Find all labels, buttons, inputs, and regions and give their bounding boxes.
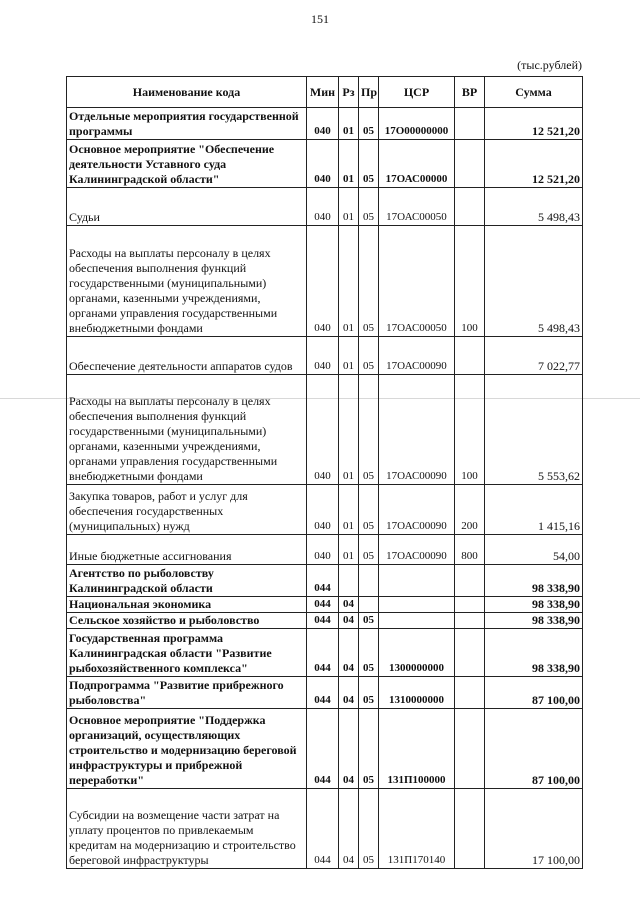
table-row <box>67 375 583 485</box>
cell-rz: 04 <box>339 677 359 709</box>
cell-name: Подпрограмма "Развитие прибрежного рыболовства" <box>67 677 307 709</box>
cell-pr: 05 <box>359 789 379 869</box>
cell-rz: 01 <box>339 226 359 337</box>
table-row <box>67 337 583 375</box>
cell-sum: 5 498,43 <box>485 188 583 226</box>
cell-rz: 01 <box>339 337 359 375</box>
header-vr: ВР <box>455 77 485 108</box>
cell-rz: 01 <box>339 108 359 140</box>
cell-csr <box>379 565 455 597</box>
cell-vr <box>455 613 485 629</box>
header-name: Наименование кода <box>67 77 307 108</box>
cell-vr <box>455 677 485 709</box>
header-sum: Сумма <box>485 77 583 108</box>
cell-min: 044 <box>307 565 339 597</box>
cell-min: 044 <box>307 629 339 677</box>
cell-sum: 98 338,90 <box>485 629 583 677</box>
cell-sum: 12 521,20 <box>485 140 583 188</box>
table-row <box>67 535 583 565</box>
cell-min: 040 <box>307 535 339 565</box>
cell-rz: 04 <box>339 613 359 629</box>
table-row <box>67 565 583 597</box>
cell-sum: 7 022,77 <box>485 337 583 375</box>
cell-csr <box>379 613 455 629</box>
table-row <box>67 789 583 869</box>
cell-vr <box>455 108 485 140</box>
cell-min: 044 <box>307 677 339 709</box>
cell-vr <box>455 629 485 677</box>
table-body <box>67 108 583 869</box>
units-label: (тыс.рублей) <box>517 58 582 72</box>
cell-rz: 01 <box>339 188 359 226</box>
table-row <box>67 108 583 140</box>
cell-csr: 17ОАС00090 <box>379 337 455 375</box>
cell-rz <box>339 565 359 597</box>
cell-sum: 1 415,16 <box>485 485 583 535</box>
cell-vr: 100 <box>455 375 485 485</box>
cell-vr <box>455 709 485 789</box>
cell-min: 040 <box>307 226 339 337</box>
cell-pr <box>359 565 379 597</box>
cell-vr <box>455 789 485 869</box>
page-number: 151 <box>311 12 329 26</box>
cell-name: Закупка товаров, работ и услуг для обеспечения государственных (муниципальных) нужд <box>67 485 307 535</box>
cell-csr: 131П170140 <box>379 789 455 869</box>
cell-min: 040 <box>307 485 339 535</box>
cell-vr <box>455 337 485 375</box>
cell-pr: 05 <box>359 677 379 709</box>
cell-min: 040 <box>307 337 339 375</box>
cell-vr: 800 <box>455 535 485 565</box>
cell-pr: 05 <box>359 375 379 485</box>
cell-min: 044 <box>307 709 339 789</box>
cell-name: Судьи <box>67 188 307 226</box>
cell-sum: 87 100,00 <box>485 709 583 789</box>
cell-name: Агентство по рыболовству Калининградской области <box>67 565 307 597</box>
cell-rz: 01 <box>339 485 359 535</box>
cell-pr: 05 <box>359 709 379 789</box>
cell-vr <box>455 140 485 188</box>
table-row <box>67 188 583 226</box>
header-csr: ЦСР <box>379 77 455 108</box>
cell-name: Сельское хозяйство и рыболовство <box>67 613 307 629</box>
cell-sum: 17 100,00 <box>485 789 583 869</box>
table-row <box>67 597 583 613</box>
cell-pr: 05 <box>359 535 379 565</box>
cell-csr: 17ОАС00050 <box>379 226 455 337</box>
cell-rz: 04 <box>339 597 359 613</box>
cell-name: Национальная экономика <box>67 597 307 613</box>
cell-sum: 5 498,43 <box>485 226 583 337</box>
cell-rz: 01 <box>339 375 359 485</box>
cell-vr <box>455 565 485 597</box>
cell-name: Основное мероприятие "Поддержка организаций, осуществляющих строительство и модернизацию береговой инфраструктуры и прибрежной переработки" <box>67 709 307 789</box>
cell-rz: 01 <box>339 535 359 565</box>
cell-rz: 04 <box>339 709 359 789</box>
cell-min: 040 <box>307 140 339 188</box>
table-row <box>67 485 583 535</box>
cell-vr <box>455 597 485 613</box>
cell-name: Иные бюджетные ассигнования <box>67 535 307 565</box>
table-header-row <box>67 77 583 108</box>
cell-pr: 05 <box>359 337 379 375</box>
cell-name: Основное мероприятие "Обеспечение деятельности Уставного суда Калининградской области" <box>67 140 307 188</box>
cell-name: Отдельные мероприятия государственной программы <box>67 108 307 140</box>
cell-pr: 05 <box>359 226 379 337</box>
table-row <box>67 226 583 337</box>
table-row <box>67 709 583 789</box>
cell-csr: 17О00000000 <box>379 108 455 140</box>
cell-sum: 87 100,00 <box>485 677 583 709</box>
cell-csr: 17ОАС00000 <box>379 140 455 188</box>
cell-sum: 12 521,20 <box>485 108 583 140</box>
cell-sum: 98 338,90 <box>485 613 583 629</box>
cell-csr: 17ОАС00090 <box>379 485 455 535</box>
cell-csr: 17ОАС00090 <box>379 375 455 485</box>
table-row <box>67 629 583 677</box>
cell-min: 044 <box>307 789 339 869</box>
table-row <box>67 677 583 709</box>
table-row <box>67 140 583 188</box>
cell-pr: 05 <box>359 613 379 629</box>
cell-sum: 98 338,90 <box>485 597 583 613</box>
header-rz: Рз <box>339 77 359 108</box>
cell-vr: 200 <box>455 485 485 535</box>
cell-csr: 17ОАС00050 <box>379 188 455 226</box>
cell-rz: 01 <box>339 140 359 188</box>
cell-rz: 04 <box>339 789 359 869</box>
cell-vr <box>455 188 485 226</box>
table-row <box>67 613 583 629</box>
cell-sum: 54,00 <box>485 535 583 565</box>
cell-name: Субсидии на возмещение части затрат на уплату процентов по привлекаемым кредитам на модернизацию и строительство береговой инфраструктуры <box>67 789 307 869</box>
cell-csr: 1300000000 <box>379 629 455 677</box>
cell-rz: 04 <box>339 629 359 677</box>
budget-table <box>66 76 583 869</box>
cell-min: 044 <box>307 597 339 613</box>
cell-name: Расходы на выплаты персоналу в целях обеспечения выполнения функций государственными (муниципальными) органами, казенными учреждениями, органами управления государственными внебюджетными фондами <box>67 375 307 485</box>
header-min: Мин <box>307 77 339 108</box>
cell-pr: 05 <box>359 108 379 140</box>
cell-min: 040 <box>307 188 339 226</box>
cell-min: 044 <box>307 613 339 629</box>
header-pr: Пр <box>359 77 379 108</box>
cell-csr: 1310000000 <box>379 677 455 709</box>
cell-csr <box>379 597 455 613</box>
cell-min: 040 <box>307 108 339 140</box>
cell-pr: 05 <box>359 485 379 535</box>
cell-pr: 05 <box>359 140 379 188</box>
cell-name: Государственная программа Калининградская области "Развитие рыбохозяйственного комплекса" <box>67 629 307 677</box>
cell-name: Обеспечение деятельности аппаратов судов <box>67 337 307 375</box>
cell-csr: 131П100000 <box>379 709 455 789</box>
cell-sum: 98 338,90 <box>485 565 583 597</box>
cell-pr <box>359 597 379 613</box>
cell-pr: 05 <box>359 188 379 226</box>
cell-min: 040 <box>307 375 339 485</box>
cell-sum: 5 553,62 <box>485 375 583 485</box>
cell-csr: 17ОАС00090 <box>379 535 455 565</box>
cell-pr: 05 <box>359 629 379 677</box>
cell-name: Расходы на выплаты персоналу в целях обеспечения выполнения функций государственными (муниципальными) органами, казенными учреждениями, органами управления государственными внебюджетными фондами <box>67 226 307 337</box>
cell-vr: 100 <box>455 226 485 337</box>
